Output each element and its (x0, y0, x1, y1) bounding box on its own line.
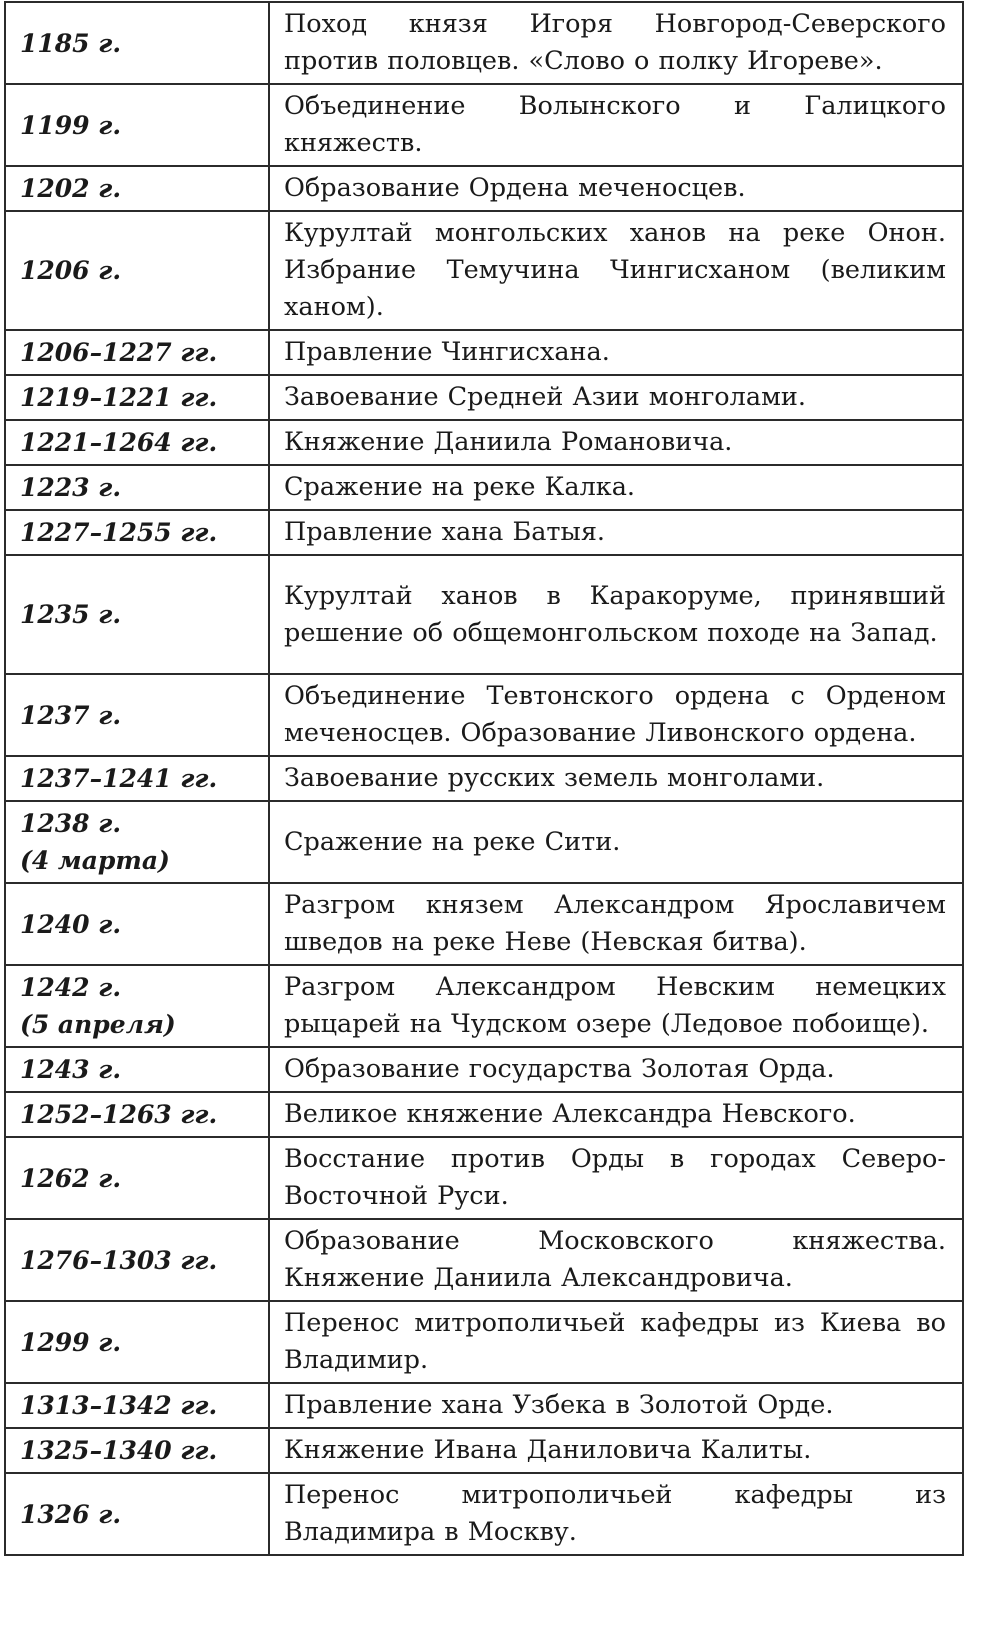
date-cell: 1242 г. (5 апреля) (5, 965, 269, 1047)
table-row (5, 756, 963, 801)
event-cell: Княжение Даниила Романовича. (269, 420, 963, 465)
table-row (5, 166, 963, 211)
date-cell: 1227–1255 гг. (5, 510, 269, 555)
event-cell: Завоевание русских земель монголами. (269, 756, 963, 801)
event-cell: Правление хана Батыя. (269, 510, 963, 555)
date-cell: 1313–1342 гг. (5, 1383, 269, 1428)
table-row (5, 674, 963, 756)
date-cell: 1299 г. (5, 1301, 269, 1383)
date-cell: 1276–1303 гг. (5, 1219, 269, 1301)
date-cell: 1325–1340 гг. (5, 1428, 269, 1473)
event-cell: Поход князя Игоря Новгород-Северского против половцев. «Слово о полку Игореве». (269, 2, 963, 84)
chronology-table (4, 1, 964, 1556)
event-cell: Образование государства Золотая Орда. (269, 1047, 963, 1092)
table-row (5, 84, 963, 166)
date-cell: 1252–1263 гг. (5, 1092, 269, 1137)
date-cell: 1240 г. (5, 883, 269, 965)
table-row (5, 375, 963, 420)
date-cell: 1237–1241 гг. (5, 756, 269, 801)
event-cell: Правление хана Узбека в Золотой Орде. (269, 1383, 963, 1428)
date-cell: 1202 г. (5, 166, 269, 211)
event-cell: Объединение Тевтонского ордена с Орденом меченосцев. Образование Ливонского ордена. (269, 674, 963, 756)
table-row (5, 2, 963, 84)
event-cell: Объединение Волынского и Галицкого княжеств. (269, 84, 963, 166)
table-row (5, 211, 963, 330)
table-body (5, 2, 963, 1555)
event-cell: Восстание против Орды в городах Северо-Восточной Руси. (269, 1137, 963, 1219)
event-cell: Правление Чингисхана. (269, 330, 963, 375)
event-cell: Курултай монгольских ханов на реке Онон. Избрание Темучина Чингисханом (великим ханом). (269, 211, 963, 330)
date-cell: 1206 г. (5, 211, 269, 330)
table-row (5, 1137, 963, 1219)
table-row (5, 1428, 963, 1473)
event-cell: Курултай ханов в Каракоруме, принявший решение об общемонгольском походе на Запад. (269, 555, 963, 674)
date-cell: 1237 г. (5, 674, 269, 756)
event-cell: Разгром князем Александром Ярославичем шведов на реке Неве (Невская битва). (269, 883, 963, 965)
table-row (5, 420, 963, 465)
event-cell: Образование Московского княжества. Княжение Даниила Александровича. (269, 1219, 963, 1301)
event-cell: Княжение Ивана Даниловича Калиты. (269, 1428, 963, 1473)
event-cell: Завоевание Средней Азии монголами. (269, 375, 963, 420)
date-cell: 1262 г. (5, 1137, 269, 1219)
table-row (5, 330, 963, 375)
table-row (5, 510, 963, 555)
table-row (5, 1047, 963, 1092)
date-cell: 1238 г. (4 марта) (5, 801, 269, 883)
date-cell: 1221–1264 гг. (5, 420, 269, 465)
event-cell: Сражение на реке Калка. (269, 465, 963, 510)
event-cell: Перенос митрополичьей кафедры из Киева во Владимир. (269, 1301, 963, 1383)
date-cell: 1199 г. (5, 84, 269, 166)
date-cell: 1185 г. (5, 2, 269, 84)
table-row (5, 1301, 963, 1383)
date-cell: 1223 г. (5, 465, 269, 510)
table-row (5, 883, 963, 965)
event-cell: Разгром Александром Невским немецких рыцарей на Чудском озере (Ледовое побоище). (269, 965, 963, 1047)
table-row (5, 1219, 963, 1301)
date-cell: 1219–1221 гг. (5, 375, 269, 420)
table-row (5, 965, 963, 1047)
event-cell: Великое княжение Александра Невского. (269, 1092, 963, 1137)
table-row (5, 1473, 963, 1555)
date-cell: 1243 г. (5, 1047, 269, 1092)
table-row (5, 555, 963, 674)
event-cell: Образование Ордена меченосцев. (269, 166, 963, 211)
date-cell: 1235 г. (5, 555, 269, 674)
table-row (5, 801, 963, 883)
table-row (5, 1383, 963, 1428)
date-cell: 1326 г. (5, 1473, 269, 1555)
event-cell: Перенос митрополичьей кафедры из Владимира в Москву. (269, 1473, 963, 1555)
event-cell: Сражение на реке Сити. (269, 801, 963, 883)
table-row (5, 1092, 963, 1137)
date-cell: 1206–1227 гг. (5, 330, 269, 375)
table-row (5, 465, 963, 510)
